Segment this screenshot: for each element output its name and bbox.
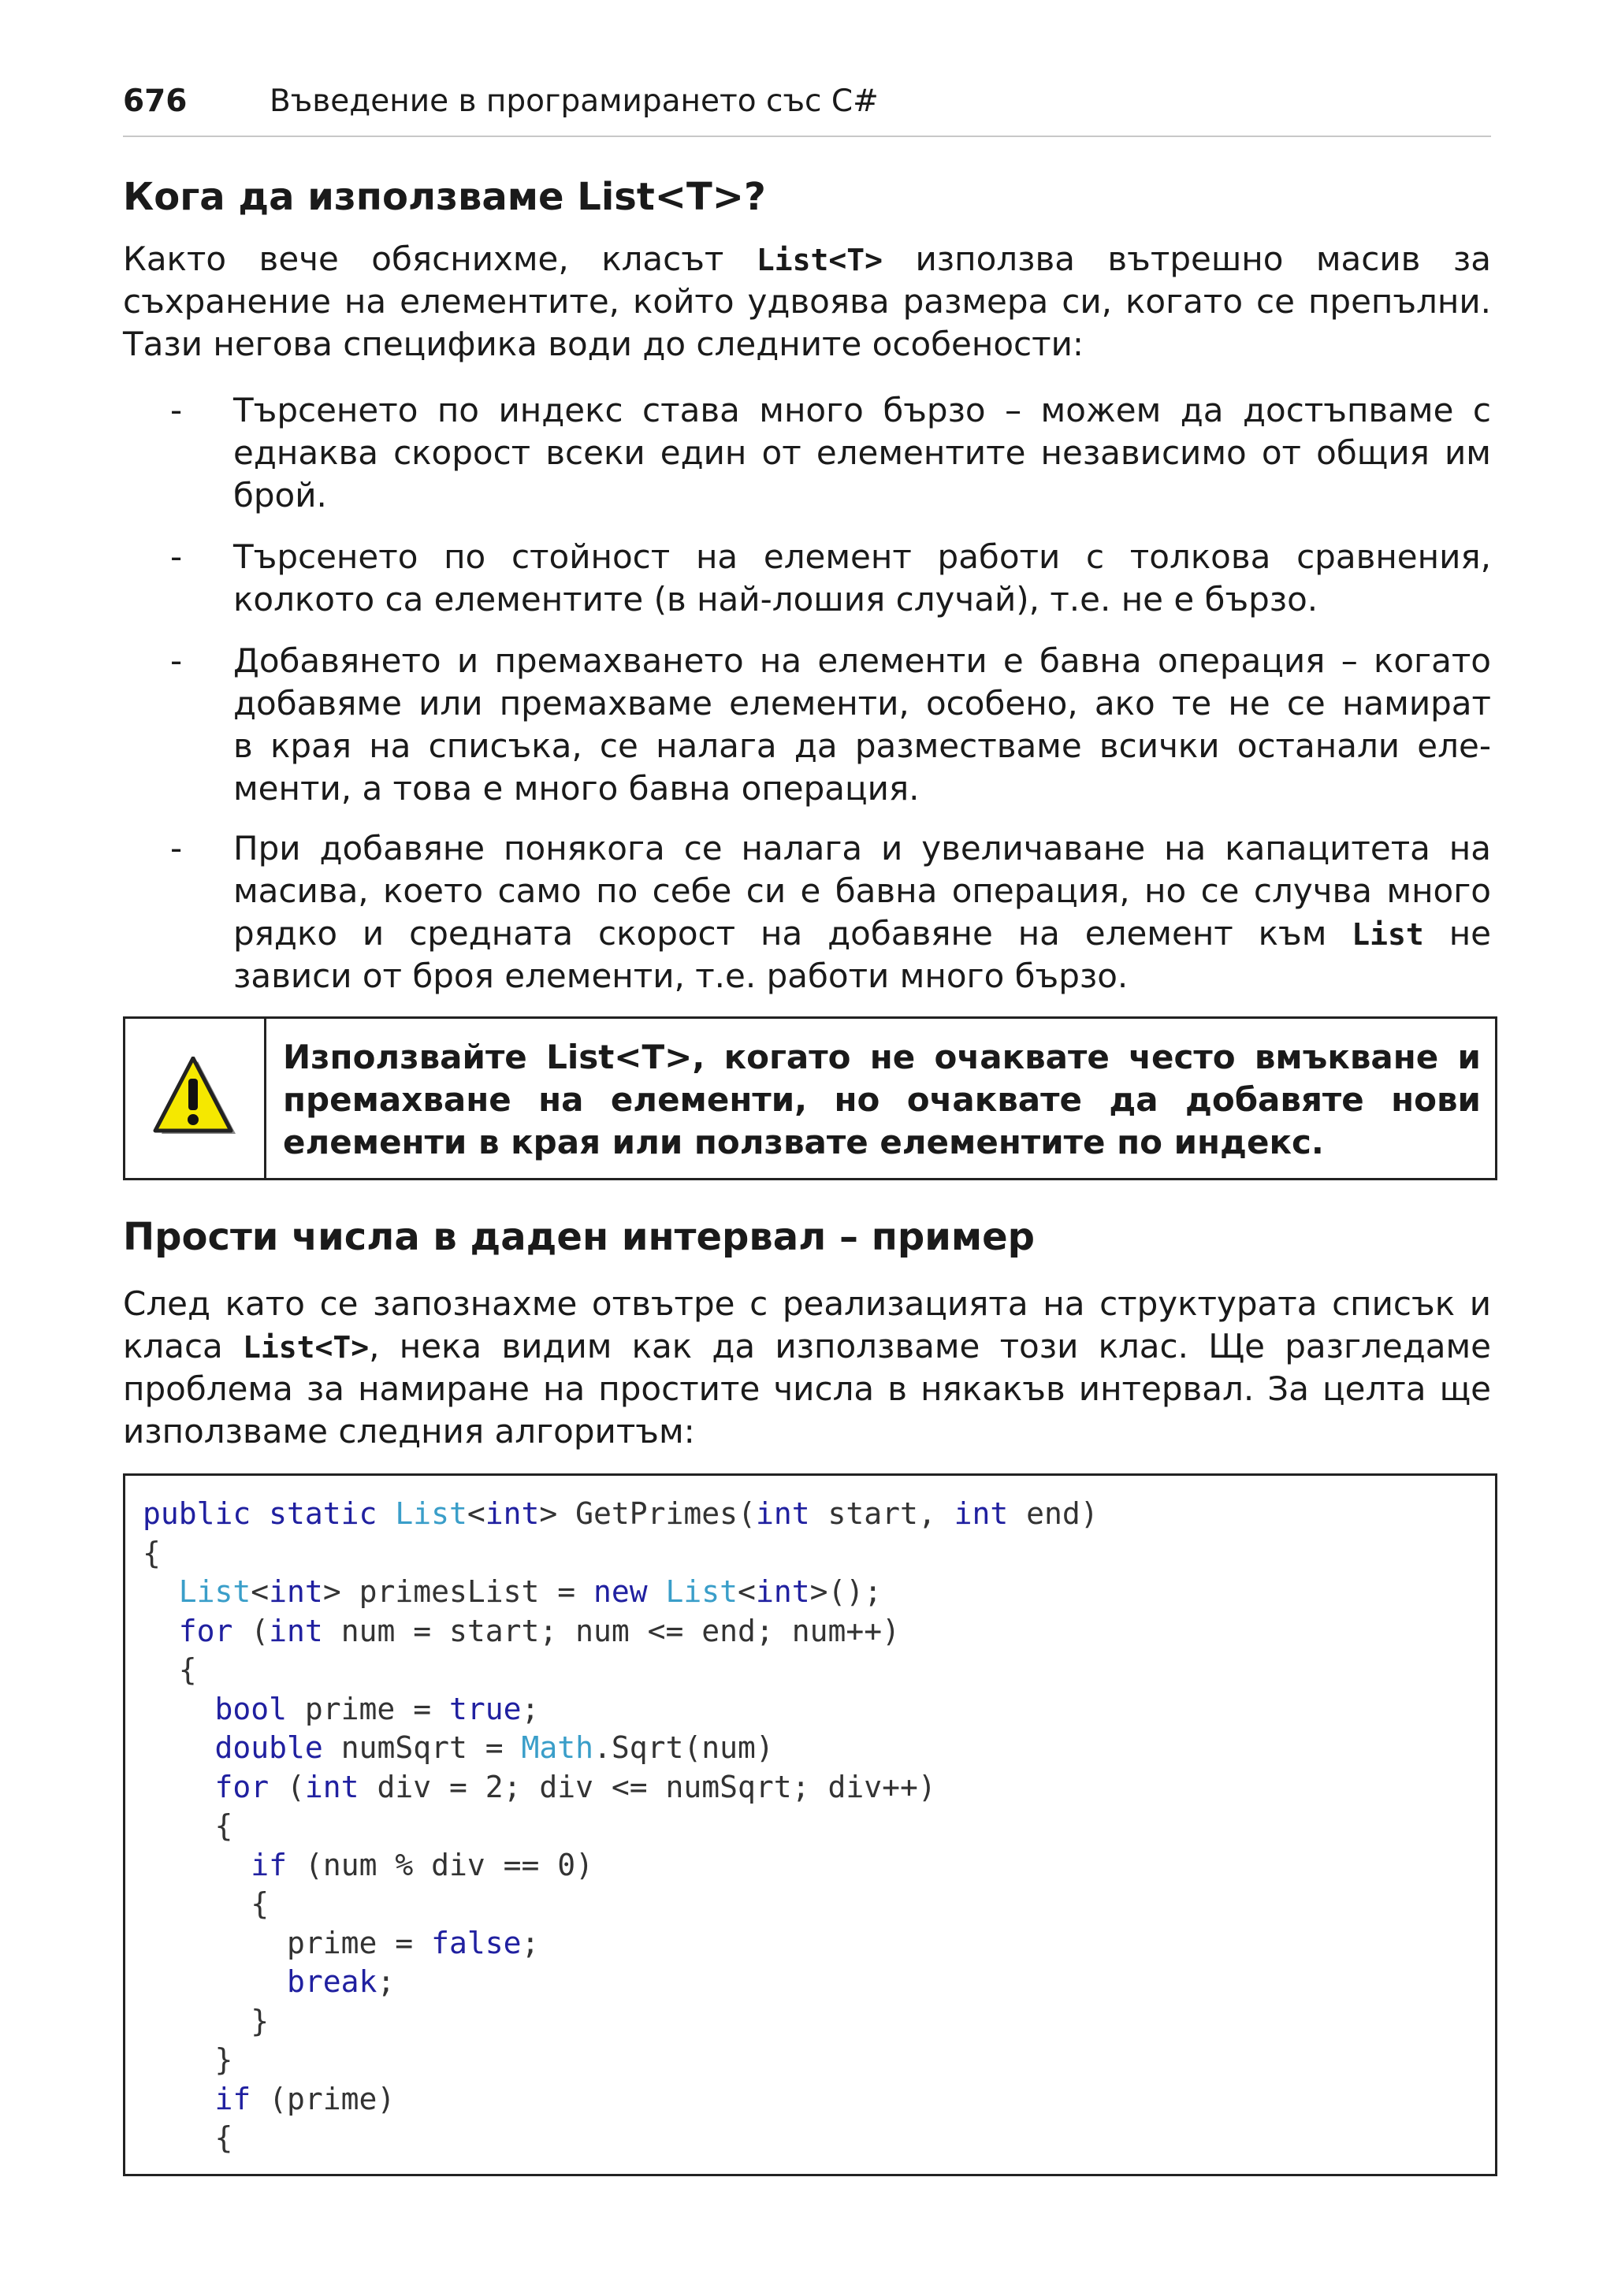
page-header (123, 79, 1491, 137)
code-line: if (num % div == 0) (251, 1847, 594, 1882)
section2-intro: След като се запознахме отвътре с реализацията на структурата списък и класа List<T>, нека видим как да използваме този клас. Ще разгледаме проблема за намиране на простите числа в някакъв интервал. За целта ще използваме следния алгоритъм: (123, 1284, 1491, 1451)
code-line: { (143, 1886, 270, 1921)
code-line: for (int num = start; num <= end; num++) (178, 1613, 900, 1648)
code-line: if (prime) (214, 2081, 396, 2116)
code-line: prime = false; (287, 1925, 540, 1960)
code-line: { (143, 2120, 233, 2155)
section1-intro (123, 238, 1491, 366)
page-number: 676 (123, 84, 188, 119)
code-line: } (143, 2042, 233, 2077)
code-line: for (int div = 2; div <= numSqrt; div++) (214, 1769, 936, 1804)
note-text: Използвайте List<T>, когато не очаквате често вмъкване и премахване на елементи, но очаквате да добавяте нови елементи в края или ползвате елементите по индекс. (283, 1038, 1481, 1161)
code-line: } (143, 2003, 270, 2038)
intro-line: Тази негова специфика води до следните особености: (123, 325, 1084, 363)
code-line: public static List<int> GetPrimes(int start, int end) (143, 1496, 1099, 1531)
inline-code: List<T> (756, 243, 883, 277)
note-icon-cell (125, 1019, 266, 1178)
warning-note-box (123, 1016, 1497, 1180)
code-line: bool prime = true; (214, 1691, 540, 1726)
code-line: { (143, 1535, 161, 1570)
warning-icon (149, 1057, 237, 1139)
code-line: { (143, 1808, 233, 1843)
code-line: List<int> primesList = new List<int>(); (178, 1574, 883, 1609)
code-line: { (143, 1652, 197, 1687)
code-line: double numSqrt = Math.Sqrt(num) (214, 1730, 774, 1765)
intro-line: съхранение на елементите, който удвоява размера си, когато се препълни. (123, 282, 1491, 321)
inline-code: List (1352, 917, 1424, 952)
code-line: break; (287, 1964, 396, 1999)
book-title: Въведение в програмирането със C# (270, 84, 879, 119)
section-heading-when-to-use-list: Кога да използваме List<T>? (123, 175, 766, 219)
code-listing (123, 1473, 1497, 2176)
intro-line: Както вече обяснихме, класът List<T> използва вътрешно масив за (123, 240, 1491, 278)
code-block (143, 1495, 1099, 2158)
section-heading-primes-example: Прости числа в даден интервал – пример (123, 1215, 1036, 1259)
inline-code: List<T> (243, 1330, 370, 1365)
